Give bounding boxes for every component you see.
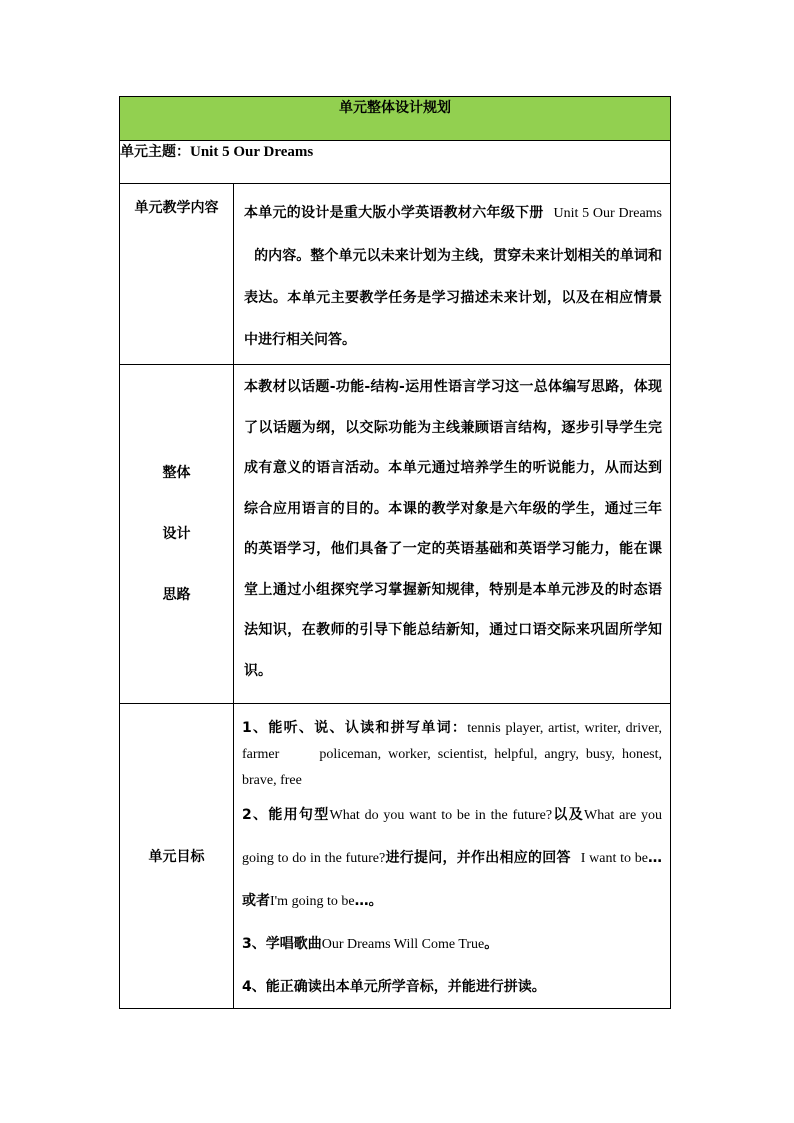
design-idea-text: 本教材以话题-功能-结构-运用性语言学习这一总体编写思路，体现了以话题为纲，以交际功能为主线兼顾语言结构，逐步引导学生完成有意义的语言活动。本单元通过培养学生的听说能力，从而达到综合应用语言的目的。本课的教学对象是六年级的学生，通过三年的英语学习，他们具备了一定的英语基础和英语学习能力，能在课堂上通过小组探究学习掌握新知规律，特别是本单元涉及的时态语法知识，在教师的引导下能总结新知，通过口语交际来巩固所学知识。 [234,365,671,704]
goal-2 [242,794,662,923]
goal-2-question-2: What are you going to do in the future? [242,808,662,866]
unit-goals-label: 单元目标 [120,704,234,1009]
unit-goals-row [120,704,671,1009]
goal-3-suffix: 。 [484,936,499,952]
goal-2-conjunction: 以及 [552,807,584,823]
goal-1 [242,715,662,793]
design-label-line-2: 设计 [162,525,191,542]
design-idea-row [120,365,671,704]
goal-2-answer-2: I'm going to be [270,894,355,909]
unit-theme-value: Unit 5 Our Dreams [190,144,314,160]
goal-3-prefix: 3、学唱歌曲 [242,936,322,952]
teaching-content-label: 单元教学内容 [120,184,234,365]
teaching-content-part-2: 的内容。整个单元以未来计划为主线，贯穿未来计划相关的单词和表达。本单元主要教学任务是学习描述未来计划，以及在相应情景中进行相关问答。 [244,248,662,348]
design-label-line-3: 思路 [162,586,191,603]
goal-1-words-a: tennis player, artist, writer, driver, farmer [242,721,662,762]
unit-theme-label: 单元主题： [120,144,190,160]
goal-2-prefix: 2、能用句型 [242,807,330,823]
teaching-content-text [234,184,671,365]
goal-1-prefix: 1、能听、说、认读和拼写单词： [242,720,468,736]
goal-3 [242,923,662,966]
goal-2-answer-1: I want to be [580,851,648,866]
unit-goals-cell [234,704,671,1009]
goal-3-song-title: Our Dreams Will Come True [321,937,485,952]
unit-theme-row [120,141,671,184]
teaching-content-row [120,184,671,365]
goal-2-question-1: What do you want to be in the future? [329,808,553,823]
table-title-row [120,97,671,141]
goal-2-end: …。 [354,893,383,909]
goal-1-words-b: policeman, worker, scientist, helpful, angry, busy, honest, brave, free [242,747,662,788]
design-label-line-1: 整体 [162,464,191,481]
teaching-content-part-1: 本单元的设计是重大版小学英语教材六年级下册 [244,205,544,221]
unit-theme-cell [120,141,671,184]
goal-2-or: …或者 [242,850,662,909]
table-title: 单元整体设计规划 [120,97,671,141]
unit-plan-table [119,96,671,1009]
design-idea-label [120,365,234,704]
goal-4: 4、能正确读出本单元所学音标，并能进行拼读。 [242,979,546,995]
goal-2-instruction: 进行提问，并作出相应的回答 [385,850,571,866]
teaching-content-unit-name: Unit 5 Our Dreams [553,206,663,221]
